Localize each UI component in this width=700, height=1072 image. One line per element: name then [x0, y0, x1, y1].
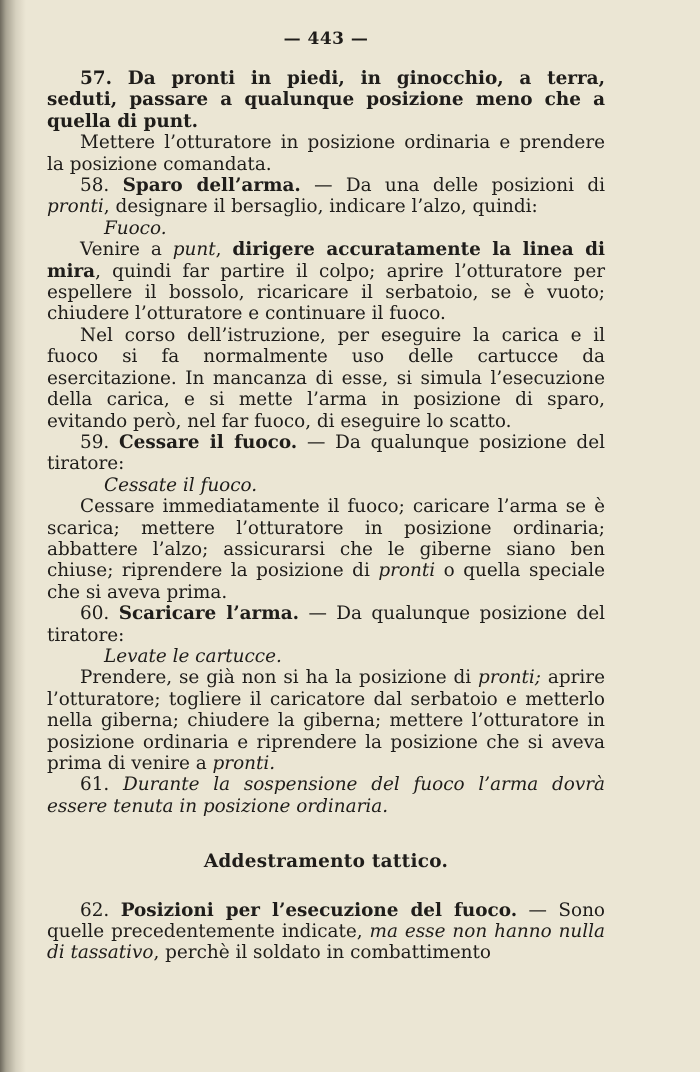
section-number: 60. — [80, 603, 110, 625]
section-58-paragraph-2: Nel corso dell’istruzione, per eseguire la carica e il fuoco si fa normalmente uso delle cartucce da esercitazione. In mancanza di esse, si simula l’esecuzione della carica, e si mette l’arma in posizione di sparo, evitando però, nel far fuoco, di eseguire lo scatto. — [47, 324, 605, 432]
section-title: Scaricare l’arma. — [118, 603, 300, 625]
page-number: — 443 — — [283, 29, 369, 49]
page-gutter-shadow — [0, 0, 26, 1072]
section-59-heading: 59. Cessare il fuoco. — Da qualunque posizione del tiratore: — [47, 431, 605, 475]
command-text: Cessate il fuoco. — [104, 474, 258, 496]
section-title: Sparo dell’arma. — [122, 175, 301, 197]
section-61-text: 61. Durante la sospensione del fuoco l’arma dovrà essere tenuta in posizione ordinaria. — [47, 774, 605, 817]
section-57-heading — [47, 68, 605, 132]
section-60-paragraph: Prendere, se già non si ha la posizione di pronti; aprire l’otturatore; togliere il caricatore dal serbatoio e metterlo nella giberna; chiudere la giberna; mettere l’otturatore in posizione ordinaria e riprendere la posizione che si aveva prima di venire a pronti. — [47, 667, 605, 774]
section-59-paragraph: Cessare immediatamente il fuoco; caricare l’arma se è scarica; mettere l’otturatore in posizione ordinaria; abbattere l’alzo; assicurarsi che le giberne siano ben chiuse; riprendere la posizione di pronti o quella speciale che si aveva prima. — [47, 496, 606, 603]
section-number: 58. — [80, 175, 110, 197]
section-62-heading: 62. Posizioni per l’esecuzione del fuoco. — Sono quelle precedentemente indicate, ma esse non hanno nulla di tassativo, perchè il soldato in combattimento — [47, 899, 606, 964]
section-number: 59. — [80, 431, 110, 453]
section-58-heading: 58. Sparo dell’arma. — Da una delle posizioni di pronti, designare il bersaglio, indicare l’alzo, quindi: — [47, 175, 605, 218]
command-text: Levate le cartucce. — [104, 645, 282, 667]
section-60-heading: 60. Scaricare l’arma. — Da qualunque posizione del tiratore: — [47, 603, 605, 646]
section-title: Da pronti in piedi, in ginocchio, a terra, seduti, passare a qualunque posizione meno che a quella di punt. — [47, 68, 605, 132]
section-number: 61. — [80, 774, 110, 796]
command-text: Fuoco. — [104, 217, 167, 239]
section-number: 62. — [80, 899, 110, 921]
page-body — [47, 68, 605, 964]
section-58-paragraph-1: Venire a punt, dirigere accuratamente la linea di mira, quindi far partire il colpo; aprire l’otturatore per espellere il bossolo, ricaricare il serbatoio, se è vuoto; chiudere l’otturatore e continuare il fuoco. — [47, 239, 605, 325]
section-number: 57. — [80, 68, 112, 89]
section-title: Posizioni per l’esecuzione del fuoco. — [120, 899, 518, 921]
section-title: Cessare il fuoco. — [119, 431, 298, 453]
chapter-heading: Addestramento tattico. — [203, 851, 449, 873]
section-57-text: Mettere l’otturatore in posizione ordinaria e prendere la posizione comandata. — [47, 132, 605, 175]
